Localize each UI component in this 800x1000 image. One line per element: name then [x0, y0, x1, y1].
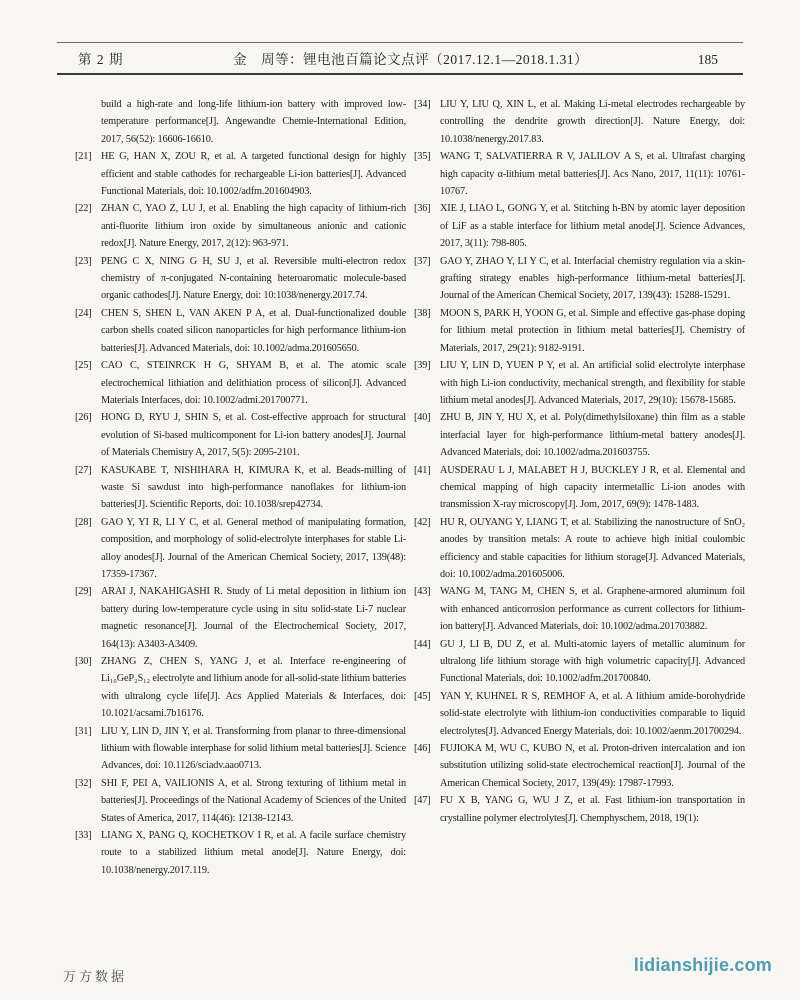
reference-text: GAO Y, ZHAO Y, LI Y C, et al. Interfacial chemistry regulation via a skin-grafting strategy enables high-performance lithium-metal batteries[J]. Journal of the American Chemical Society, 2017, 139(43): 15288-15291.	[440, 255, 745, 302]
reference-text: HU R, OUYANG Y, LIANG T, et al. Stabilizing the nanostructure of SnO₂ anodes by transition metals: A route to achieve high initial coulombic efficiency and stable capacities for lithium storage[J]. Advanced Materials, doi: 10.1002/adma.201605006.	[440, 516, 745, 580]
reference-text: build a high-rate and long-life lithium-ion battery with improved low-temperature performance[J]. Angewandte Chemie-International Edition, 2017, 56(52): 16606-16610.	[101, 99, 406, 145]
reference-number: [43]	[414, 586, 431, 598]
reference-text: CHEN S, SHEN L, VAN AKEN P A, et al. Dual-functionalized double carbon shells coated silicon nanoparticles for high performance lithium-ion batteries[J]. Advanced Materials, doi: 10.1002/adma.201605650.	[101, 307, 406, 354]
reference-number: [45]	[414, 690, 431, 702]
reference-number: [28]	[75, 516, 92, 528]
page-number: 185	[697, 52, 718, 67]
reference-text: ZHANG Z, CHEN S, YANG J, et al. Interface re-engineering of Li₁₀GeP₂S₁₂ electrolyte and lithium anode for all-solid-state lithium batteries with ultralong cycle life[J]. Acs Applied Materials & Interfaces, doi: 10.1021/acsami.7b16176.	[101, 656, 406, 720]
reference-text: AUSDERAU L J, MALABET H J, BUCKLEY J R, et al. Elemental and chemical mapping of high capacity intermetallic Li-ion anodes with transmission X-ray microscopy[J]. Jom, 2017, 69(9): 1478-1483.	[440, 464, 745, 511]
reference-number: [40]	[414, 412, 431, 424]
reference-text: LIU Y, LIN D, JIN Y, et al. Transforming from planar to three-dimensional lithium with flowable interphase for solid lithium metal batteries[J]. Science Advances, doi: 10.1126/sciadv.aao0713.	[101, 725, 406, 772]
reference-text: WANG M, TANG M, CHEN S, et al. Graphene-armored aluminum foil with enhanced anticorrosion performance as current collectors for lithium-ion battery[J]. Advanced Materials, doi: 10.1002/adma.201703882.	[440, 586, 745, 633]
reference-text: YAN Y, KUHNEL R S, REMHOF A, et al. A lithium amide-borohydride solid-state electrolyte with lithium-ion conductivities comparable to liquid electrolytes[J]. Advanced Energy Materials, doi: 10.1002/aenm.201700294.	[440, 690, 745, 737]
reference-column-right	[414, 96, 745, 879]
reference-text: KASUKABE T, NISHIHARA H, KIMURA K, et al. Beads-milling of waste Si sawdust into high-performance nanoflakes for lithium-ion batteries[J]. Scientific Reports, doi: 10.1038/srep42734.	[101, 464, 406, 511]
reference-text: SHI F, PEI A, VAILIONIS A, et al. Strong texturing of lithium metal in batteries[J]. Proceedings of the National Academy of Sciences of the United States of America, 2017, 114(46): 12138-12143.	[101, 777, 406, 824]
reference-item	[75, 583, 406, 653]
reference-item	[75, 514, 406, 584]
reference-item	[414, 357, 745, 409]
reference-number: [23]	[75, 255, 92, 267]
website-watermark: lidianshijie.com	[633, 955, 772, 975]
issue-label: 第 2 期	[78, 52, 124, 67]
reference-item	[75, 200, 406, 252]
reference-item	[75, 462, 406, 514]
reference-number: [37]	[414, 255, 431, 267]
reference-number: [33]	[75, 830, 92, 842]
reference-item	[75, 253, 406, 305]
reference-item	[75, 827, 406, 879]
reference-list	[75, 96, 745, 879]
wanfang-watermark: 万方数据	[63, 969, 128, 984]
reference-item	[75, 305, 406, 357]
page-header	[60, 48, 740, 68]
reference-number: [25]	[75, 360, 92, 372]
reference-number: [30]	[75, 656, 92, 667]
reference-number: [24]	[75, 307, 92, 319]
reference-number	[75, 96, 101, 148]
reference-text: LIANG X, PANG Q, KOCHETKOV I R, et al. A facile surface chemistry route to a stabilized lithium metal anode[J]. Nature Energy, doi: 10.1038/nenergy.2017.119.	[101, 830, 406, 876]
reference-item	[414, 462, 745, 514]
reference-text: XIE J, LIAO L, GONG Y, et al. Stitching h-BN by atomic layer deposition of LiF as a stable interface for lithium metal anode[J]. Science Advances, 2017, 3(11): 798-805.	[440, 203, 745, 250]
reference-text: HONG D, RYU J, SHIN S, et al. Cost-effective approach for structural evolution of Si-based multicomponent for Li-ion battery anodes[J]. Journal of Materials Chemistry A, 2017, 5(5): 2095-2101.	[101, 412, 406, 459]
reference-item	[75, 723, 406, 775]
header-bottom-rule	[57, 73, 743, 75]
reference-item	[414, 688, 745, 740]
reference-number: [44]	[414, 638, 431, 650]
reference-text: GAO Y, YI R, LI Y C, et al. General method of manipulating formation, composition, and morphology of solid-electrolyte interphases for stable Li-alloy anodes[J]. Journal of the American Chemical Society, 2017, 139(48): 17359-17367.	[101, 516, 406, 580]
reference-item	[414, 305, 745, 357]
reference-item	[414, 636, 745, 688]
reference-text: ZHU B, JIN Y, HU X, et al. Poly(dimethylsiloxane) thin film as a stable interfacial layer for high-performance lithium-metal battery anodes[J]. Advanced Materials, doi: 10.1002/adma.201603755.	[440, 412, 745, 459]
reference-text: ARAI J, NAKAHIGASHI R. Study of Li metal deposition in lithium ion battery during low-temperature cycle using in situ solid-state Li-7 nuclear magnetic resonance[J]. Journal of the Electrochemical Society, 2017, 164(13): A3403-A3409.	[101, 586, 406, 650]
reference-number: [31]	[75, 725, 92, 737]
reference-number: [26]	[75, 412, 92, 424]
reference-item	[414, 583, 745, 635]
reference-number: [22]	[75, 203, 92, 215]
reference-number: [41]	[414, 464, 431, 476]
reference-item	[414, 409, 745, 461]
reference-item	[414, 96, 745, 148]
reference-text: LIU Y, LIU Q, XIN L, et al. Making Li-metal electrodes rechargeable by controlling the dendrite growth direction[J]. Nature Energy, doi: 10.1038/nenergy.2017.83.	[440, 99, 745, 145]
reference-number: [39]	[414, 360, 431, 372]
reference-item	[414, 253, 745, 305]
reference-text: LIU Y, LIN D, YUEN P Y, et al. An artificial solid electrolyte interphase with high Li-ion conductivity, mechanical strength, and flexibility for stable lithium metal anodes[J]. Advanced Materials, 2017, 29(10): 15678-15685.	[440, 360, 745, 406]
reference-number: [36]	[414, 203, 431, 215]
reference-text: WANG T, SALVATIERRA R V, JALILOV A S, et al. Ultrafast charging high capacity α-lithium metal batteries[J]. Acs Nano, 2017, 11(11): 10761-10767.	[440, 151, 745, 198]
reference-item	[414, 514, 745, 584]
reference-item	[414, 792, 745, 827]
reference-item	[75, 96, 406, 148]
reference-number: [34]	[414, 99, 431, 110]
reference-text: MOON S, PARK H, YOON G, et al. Simple and effective gas-phase doping for lithium metal protection in lithium metal batteries[J]. Chemistry of Materials, 2017, 29(21): 9182-9191.	[440, 307, 745, 354]
reference-text: CAO C, STEINRCK H G, SHYAM B, et al. The atomic scale electrochemical lithiation and delithiation process of silicon[J]. Advanced Materials Interfaces, doi: 10.1002/admi.201700771.	[101, 360, 406, 406]
reference-number: [35]	[414, 151, 431, 163]
reference-item	[75, 357, 406, 409]
reference-item	[75, 409, 406, 461]
reference-item	[414, 200, 745, 252]
reference-number: [27]	[75, 464, 92, 476]
reference-text: FU X B, YANG G, WU J Z, et al. Fast lithium-ion transportation in crystalline polymer electrolytes[J]. Chemphyschem, 2018, 19(1):	[440, 795, 745, 824]
reference-number: [21]	[75, 151, 92, 163]
reference-number: [32]	[75, 777, 92, 789]
reference-column-left	[75, 96, 406, 879]
reference-number: [46]	[414, 743, 431, 755]
reference-text: PENG C X, NING G H, SU J, et al. Reversible multi-electron redox chemistry of π-conjugated N-containing heteroaromatic molecule-based organic cathodes[J]. Nature Energy, doi: 10:1038/nenergy.2017.74.	[101, 255, 406, 302]
reference-item	[414, 148, 745, 200]
reference-item	[75, 775, 406, 827]
reference-text: GU J, LI B, DU Z, et al. Multi-atomic layers of metallic aluminum for ultralong life lithium storage with high volumetric capacity[J]. Advanced Functional Materials, doi: 10.1002/adfm.201700840.	[440, 638, 745, 685]
header-top-rule	[57, 42, 743, 43]
reference-item	[414, 740, 745, 792]
reference-number: [42]	[414, 516, 431, 528]
reference-number: [29]	[75, 586, 92, 598]
reference-item	[75, 148, 406, 200]
reference-text: FUJIOKA M, WU C, KUBO N, et al. Proton-driven intercalation and ion substitution utilizing solid-state electrochemical reaction[J]. Journal of the American Chemical Society, 2017, 139(49): 17987-17993.	[440, 743, 745, 789]
reference-text: ZHAN C, YAO Z, LU J, et al. Enabling the high capacity of lithium-rich anti-fluorite lithium iron oxide by simultaneous anionic and cationic redox[J]. Nature Energy, 2017, 2(12): 963-971.	[101, 203, 406, 250]
reference-number: [38]	[414, 307, 431, 319]
reference-item	[75, 653, 406, 723]
running-title: 金 周等：锂电池百篇论文点评（2017.12.1—2018.1.31）	[233, 52, 589, 67]
reference-text: HE G, HAN X, ZOU R, et al. A targeted functional design for highly efficient and stable cathodes for rechargeable Li-ion batteries[J]. Advanced Functional Materials, doi: 10.1002/adfm.201604903.	[101, 151, 406, 198]
reference-number: [47]	[414, 795, 431, 807]
